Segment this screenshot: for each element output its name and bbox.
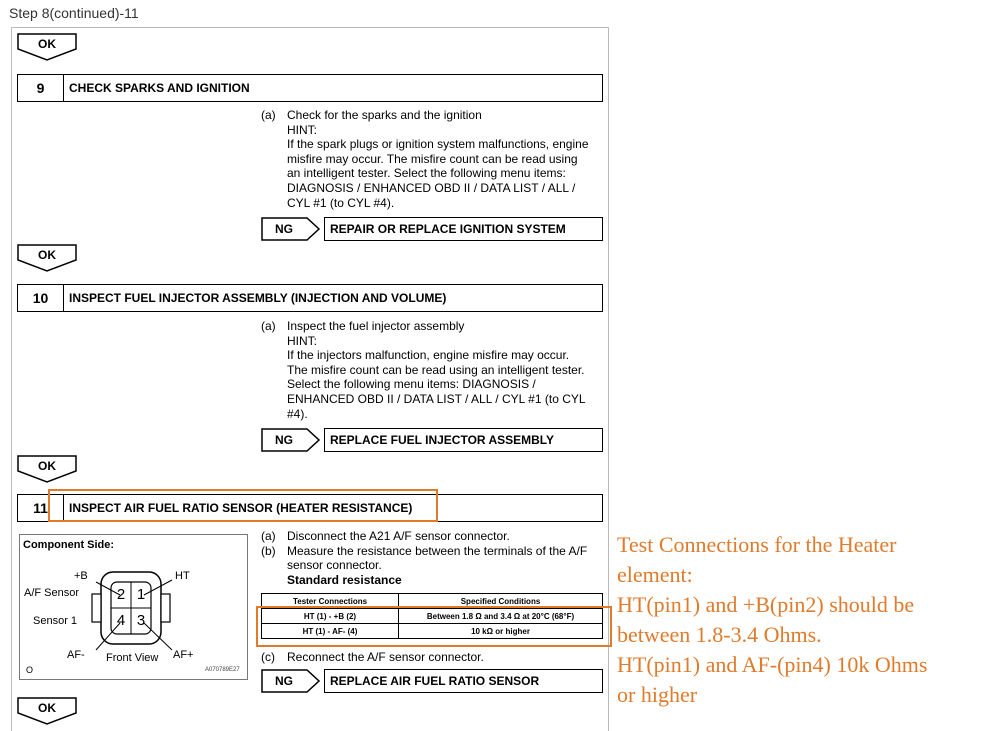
- step-11-highlight: [48, 489, 438, 522]
- item-letter: (a): [261, 108, 276, 122]
- item-letter: (a): [261, 319, 276, 333]
- table-cell: 10 kΩ or higher: [399, 624, 603, 639]
- step-title: INSPECT FUEL INJECTOR ASSEMBLY (INJECTION AND VOLUME): [69, 291, 447, 305]
- step-11-reconnect: [261, 650, 484, 665]
- standard-resistance-title: Standard resistance: [287, 572, 402, 587]
- annotation-line: Test Connections for the Heater: [617, 532, 897, 557]
- ok-arrow-3: [17, 455, 77, 483]
- ng-action-9: REPAIR OR REPLACE IGNITION SYSTEM: [324, 217, 603, 241]
- label-af-sensor: A/F Sensor: [24, 587, 80, 599]
- step-title: Step 8(continued)-11: [9, 5, 139, 21]
- hint-label: HINT:: [287, 333, 317, 348]
- label-af-minus: AF-: [67, 649, 85, 661]
- instruction-line: sensor connector.: [287, 558, 382, 573]
- instruction-line: #4).: [287, 406, 308, 421]
- ok-arrow-1: [17, 33, 77, 61]
- step-10-header: [17, 284, 603, 312]
- annotation-line: HT(pin1) and +B(pin2) should be: [617, 592, 915, 617]
- step-10-instruction: [261, 319, 586, 421]
- instruction-line: If the injectors malfunction, engine misfire may occur.: [287, 348, 570, 363]
- annotation-line: or higher: [617, 682, 698, 707]
- ng-label: NG: [275, 674, 293, 688]
- ok-label: OK: [38, 459, 56, 473]
- annotation-line: HT(pin1) and AF-(pin4) 10k Ohms: [617, 652, 928, 677]
- instruction-line: Measure the resistance between the terminals of the A/F: [287, 543, 588, 558]
- label-plus-b: +B: [74, 570, 88, 582]
- instruction-line: Check for the sparks and the ignition: [287, 108, 482, 122]
- item-letter: (c): [261, 650, 275, 664]
- table-header: Specified Conditions: [399, 594, 603, 609]
- step-title: CHECK SPARKS AND IGNITION: [69, 81, 250, 95]
- ok-label: OK: [38, 37, 56, 51]
- ng-label: NG: [275, 222, 293, 236]
- annotation-line: between 1.8-3.4 Ohms.: [617, 622, 822, 647]
- instruction-line: an intelligent tester. Select the following menu items:: [287, 166, 566, 181]
- instruction-line: The misfire count can be read using an intelligent tester.: [287, 362, 585, 377]
- pin-3: 3: [136, 612, 146, 629]
- ng-arrow-11: [261, 669, 321, 693]
- table-highlight: [256, 606, 612, 647]
- hint-label: HINT:: [287, 122, 317, 137]
- item-letter: (b): [261, 543, 276, 558]
- step-9-instruction: [261, 108, 589, 210]
- ng-arrow-9: [261, 217, 321, 241]
- annotation-line: element:: [617, 562, 693, 587]
- corner-mark: O: [26, 665, 34, 675]
- instruction-line: ENHANCED OBD II / DATA LIST / ALL / CYL #1 (to CYL: [287, 391, 586, 406]
- ng-action-10: REPLACE FUEL INJECTOR ASSEMBLY: [324, 428, 603, 452]
- table-cell: HT (1) - AF- (4): [262, 624, 399, 639]
- instruction-line: misfire may occur. The misfire count can be read using: [287, 151, 578, 166]
- item-letter: (a): [261, 529, 276, 543]
- step-number: 9: [18, 75, 64, 101]
- label-sensor-1: Sensor 1: [33, 615, 78, 627]
- component-title: Component Side:: [23, 539, 115, 551]
- pin-4: 4: [116, 612, 126, 629]
- ng-arrow-10: [261, 428, 321, 452]
- ok-arrow-4: [17, 697, 77, 725]
- instruction-line: CYL #1 (to CYL #4).: [287, 195, 395, 210]
- table-cell: HT (1) - +B (2): [262, 609, 399, 624]
- instruction-line: Select the following menu items: DIAGNOSIS /: [287, 377, 536, 392]
- figure-code: A070789E27: [205, 667, 240, 673]
- step-title: INSPECT AIR FUEL RATIO SENSOR (HEATER RESISTANCE): [69, 501, 413, 515]
- step-number: 11: [18, 495, 64, 521]
- pin-1: 1: [136, 586, 146, 603]
- label-af-plus: AF+: [173, 649, 194, 661]
- table-header: Tester Connections: [262, 594, 399, 609]
- ng-action-11: REPLACE AIR FUEL RATIO SENSOR: [324, 669, 603, 693]
- instruction-line: If the spark plugs or ignition system malfunctions, engine: [287, 137, 589, 152]
- ok-label: OK: [38, 701, 56, 715]
- instruction-line: Disconnect the A21 A/F sensor connector.: [287, 529, 510, 543]
- step-number: 10: [18, 285, 64, 311]
- ok-arrow-2: [17, 244, 77, 272]
- ng-label: NG: [275, 433, 293, 447]
- ok-label: OK: [38, 248, 56, 262]
- step-11-instruction: [261, 529, 587, 587]
- label-front-view: Front View: [106, 652, 159, 664]
- instruction-line: Inspect the fuel injector assembly: [287, 319, 465, 333]
- instruction-line: Reconnect the A/F sensor connector.: [287, 650, 484, 664]
- pin-2: 2: [116, 586, 126, 603]
- heater-test-annotation: [617, 530, 997, 710]
- step-9-header: [17, 74, 603, 102]
- component-diagram: [19, 534, 248, 680]
- table-cell: Between 1.8 Ω and 3.4 Ω at 20°C (68°F): [399, 609, 603, 624]
- instruction-line: DIAGNOSIS / ENHANCED OBD II / DATA LIST / ALL /: [287, 180, 576, 195]
- label-ht: HT: [175, 570, 190, 582]
